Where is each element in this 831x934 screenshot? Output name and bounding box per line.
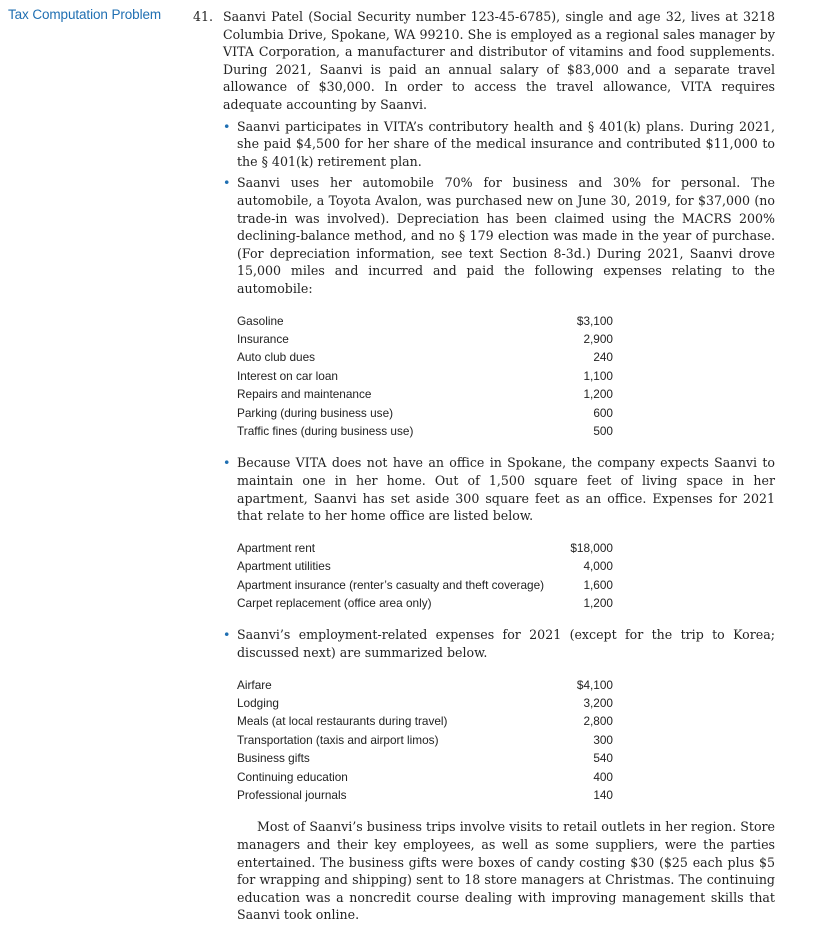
expense-amount: 600 xyxy=(593,405,613,420)
table-row xyxy=(237,749,613,767)
expense-amount: 1,200 xyxy=(583,595,613,610)
table-row xyxy=(237,367,613,385)
expense-label: Lodging xyxy=(237,695,279,710)
bullet-benefit-plans xyxy=(223,118,775,171)
expense-amount: 1,600 xyxy=(583,577,613,592)
table-row xyxy=(237,404,613,422)
expense-label: Apartment utilities xyxy=(237,559,331,574)
expense-amount: 3,200 xyxy=(583,695,613,710)
problem-41 xyxy=(193,8,775,924)
table-row xyxy=(237,676,613,694)
employment-expenses-table xyxy=(237,676,775,805)
expense-amount: 140 xyxy=(593,787,613,802)
expense-label: Interest on car loan xyxy=(237,368,338,383)
bullet-dot-icon: • xyxy=(223,175,231,191)
expense-amount: $4,100 xyxy=(576,677,613,692)
bullet-dot-icon: • xyxy=(223,118,231,134)
expense-amount: 2,800 xyxy=(583,714,613,729)
bullet-text: Saanvi’s employment-related expenses for 2021 (except for the trip to Korea; discussed next) are summarized below. xyxy=(237,627,775,660)
expense-label: Apartment rent xyxy=(237,540,316,555)
expense-amount: 4,000 xyxy=(583,559,613,574)
auto-expenses-table xyxy=(237,312,775,441)
table-row xyxy=(237,348,613,366)
expense-amount: 400 xyxy=(593,769,613,784)
expense-label: Auto club dues xyxy=(237,350,316,365)
expense-label: Business gifts xyxy=(237,751,310,766)
problem-number: 41. xyxy=(193,9,214,24)
expense-label: Parking (during business use) xyxy=(237,405,394,420)
expense-amount: 500 xyxy=(593,423,613,438)
bullet-dot-icon: • xyxy=(223,627,231,643)
table-row xyxy=(237,422,613,440)
expense-amount: 240 xyxy=(593,350,613,365)
expense-amount: 300 xyxy=(593,732,613,747)
expense-amount: $18,000 xyxy=(570,540,613,555)
expense-label: Airfare xyxy=(237,677,272,692)
expense-label: Meals (at local restaurants during travel) xyxy=(237,714,448,729)
table-row xyxy=(237,694,613,712)
bullet-dot-icon: • xyxy=(223,455,231,471)
expense-label: Repairs and maintenance xyxy=(237,387,372,402)
expense-amount: 2,900 xyxy=(583,331,613,346)
expense-label: Carpet replacement (office area only) xyxy=(237,595,432,610)
table-row xyxy=(237,731,613,749)
table-row xyxy=(237,712,613,730)
table-row xyxy=(237,786,613,804)
table-row xyxy=(237,576,613,594)
closing-paragraph: Most of Saanvi’s business trips involve visits to retail outlets in her region. Store managers and their key employees, as well as some suppliers, were the parties entertained. The business gifts were boxes of candy costing $30 ($25 each plus $5 for wrapping and shipping) sent to 18 store managers at Christmas. The continuing education was a noncredit course dealing with improving management skills that Saanvi took online. xyxy=(237,819,775,923)
expense-amount: 540 xyxy=(593,751,613,766)
bullet-home-office xyxy=(223,454,775,524)
table-row xyxy=(237,557,613,575)
bullet-employment-expenses xyxy=(223,626,775,661)
expense-label: Traffic fines (during business use) xyxy=(237,423,414,438)
bullet-text: Saanvi uses her automobile 70% for business and 30% for personal. The automobile, a Toyota Avalon, was purchased new on June 30, 2019, for $37,000 (no trade-in was involved). Depreciation has been claimed using the MACRS 200% declining-balance method, and no § 179 election was made in the year of purchase. (For depreciation information, see text Section 8-3d.) During 2021, Saanvi drove 15,000 miles and incurred and paid the following expenses relating to the automobile: xyxy=(237,175,775,296)
table-row xyxy=(237,312,613,330)
home-office-expenses-table xyxy=(237,539,775,613)
bullet-text: Saanvi participates in VITA’s contributory health and § 401(k) plans. During 2021, she paid $4,500 for her share of the medical insurance and contributed $11,000 to the § 401(k) retirement plan. xyxy=(237,118,775,169)
expense-amount: 1,100 xyxy=(583,368,613,383)
expense-label: Gasoline xyxy=(237,313,284,328)
table-row xyxy=(237,385,613,403)
table-row xyxy=(237,594,613,612)
expense-amount: $3,100 xyxy=(576,313,613,328)
expense-label: Continuing education xyxy=(237,769,348,784)
expense-label: Apartment insurance (renter’s casualty and theft coverage) xyxy=(237,577,545,592)
problem-intro: Saanvi Patel (Social Security number 123-45-6785), single and age 32, lives at 3218 Columbia Drive, Spokane, WA 99210. She is employed as a regional sales manager by VITA Corporation, a manufacturer and distributor of vitamins and food supplements. During 2021, Saanvi is paid an annual salary of $83,000 and a separate travel allowance of $30,000. In order to access the travel allowance, VITA requires adequate accounting by Saanvi. xyxy=(223,9,775,112)
expense-label: Professional journals xyxy=(237,787,347,802)
table-row xyxy=(237,539,613,557)
expense-amount: 1,200 xyxy=(583,387,613,402)
table-row xyxy=(237,768,613,786)
bullet-automobile xyxy=(223,174,775,297)
table-row xyxy=(237,330,613,348)
expense-label: Transportation (taxis and airport limos) xyxy=(237,732,439,747)
expense-label: Insurance xyxy=(237,331,289,346)
bullet-text: Because VITA does not have an office in Spokane, the company expects Saanvi to maintain one in her home. Out of 1,500 square feet of living space in her apartment, Saanvi has set aside 300 square feet as an office. Expenses for 2021 that relate to her home office are listed below. xyxy=(237,455,775,524)
section-label: Tax Computation Problem xyxy=(8,7,162,22)
